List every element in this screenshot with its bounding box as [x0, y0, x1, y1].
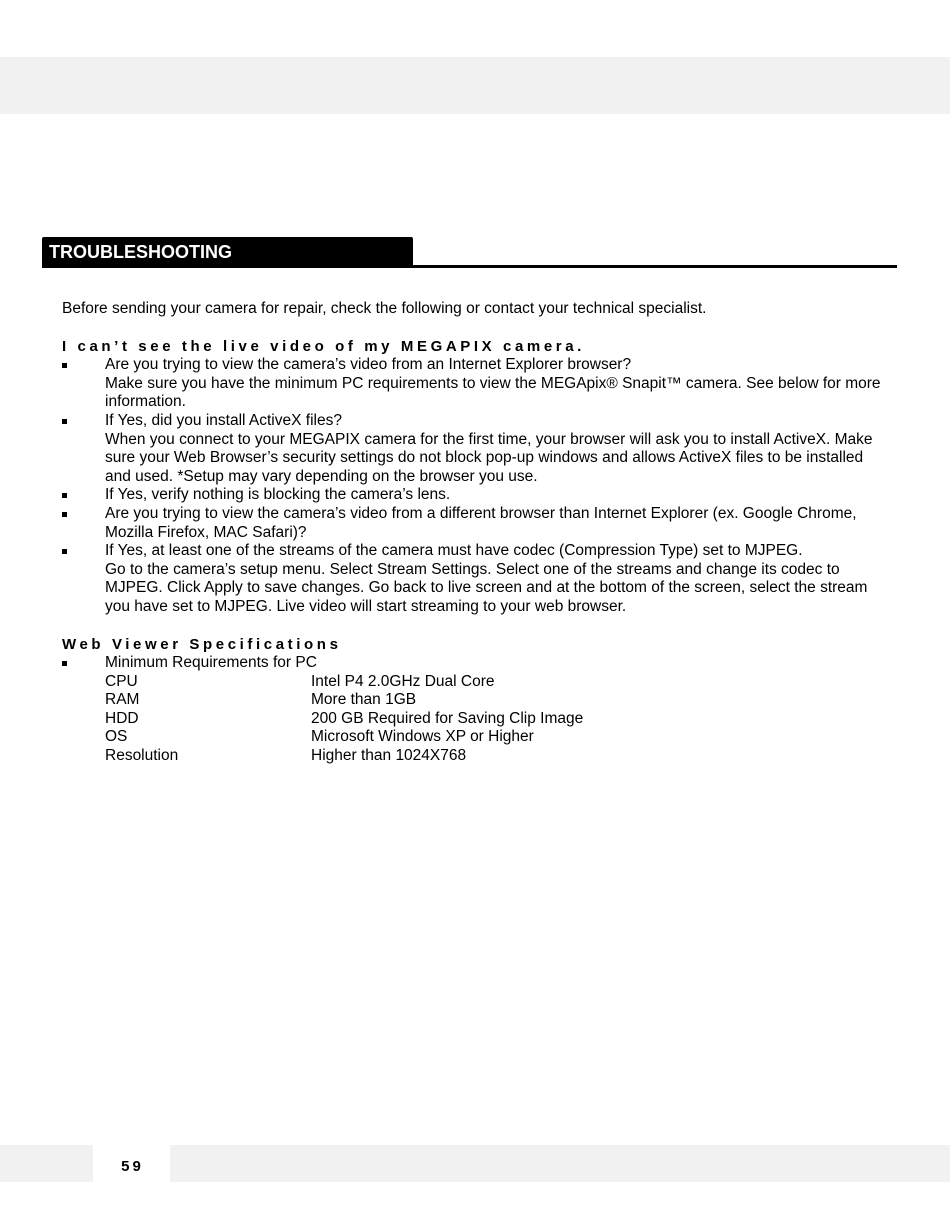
web-viewer-heading: Web Viewer Specifications [62, 635, 342, 653]
spec-value: Higher than 1024X768 [311, 747, 467, 765]
item-question: If Yes, at least one of the streams of the camera must have codec (Compression Type) set to MJPEG. [105, 542, 803, 560]
bullet-icon [62, 493, 67, 498]
bullet-icon [62, 661, 67, 666]
section-divider [42, 265, 897, 268]
item-question: If Yes, did you install ActiveX files? [105, 411, 342, 429]
spec-row-os [105, 728, 882, 747]
web-viewer-list [62, 654, 882, 766]
item-question: If Yes, verify nothing is blocking the camera’s lens. [105, 486, 451, 504]
list-item [62, 412, 882, 486]
page-content [62, 300, 882, 766]
bullet-icon [62, 549, 67, 554]
bullet-icon [62, 512, 67, 517]
page-number: 59 [93, 1145, 170, 1182]
list-item [62, 356, 882, 412]
spec-row-ram [105, 691, 882, 710]
item-answer: Make sure you have the minimum PC requirements to view the MEGApix® Snapit™ camera. See below for more information. [105, 374, 881, 411]
live-video-list [62, 356, 882, 616]
header-band [0, 57, 950, 114]
spacer [62, 617, 882, 636]
spec-label: Resolution [105, 747, 179, 765]
bullet-icon [62, 419, 67, 424]
bullet-icon [62, 363, 67, 368]
spec-value: Intel P4 2.0GHz Dual Core [311, 672, 495, 690]
spec-label: CPU [105, 672, 138, 690]
item-answer: Go to the camera’s setup menu. Select Stream Settings. Select one of the streams and change its codec to MJPEG. Click Apply to save changes. Go back to live screen and at the bottom of the screen, select the stream you have set to MJPEG. Live video will start streaming to your web browser. [105, 560, 868, 615]
spec-label: HDD [105, 709, 139, 727]
spec-row-resolution [105, 747, 882, 766]
list-item [62, 654, 882, 766]
live-video-heading: I can’t see the live video of my MEGAPIX camera. [62, 337, 585, 355]
item-answer: When you connect to your MEGAPIX camera for the first time, your browser will ask you to install ActiveX. Make sure your Web Browser’s security settings do not block pop-up windows and allows ActiveX files to be installed and used. *Setup may vary depending on the browser you use. [105, 430, 873, 485]
spec-label: RAM [105, 691, 140, 709]
item-question: Are you trying to view the camera’s video from an Internet Explorer browser? [105, 356, 632, 374]
section-title: TROUBLESHOOTING [42, 237, 413, 268]
spec-row-cpu [105, 673, 882, 692]
spec-value: Microsoft Windows XP or Higher [311, 728, 534, 746]
spec-row-hdd [105, 710, 882, 729]
intro-text: Before sending your camera for repair, check the following or contact your technical specialist. [62, 300, 707, 317]
list-item [62, 486, 882, 505]
spec-value: More than 1GB [311, 691, 417, 709]
spec-value: 200 GB Required for Saving Clip Image [311, 709, 584, 727]
item-question: Are you trying to view the camera’s video from a different browser than Internet Explorer (ex. Google Chrome, Mozilla Firefox, MAC Safari)? [105, 504, 857, 541]
requirements-label: Minimum Requirements for PC [105, 654, 317, 672]
list-item [62, 505, 882, 542]
section-header [42, 237, 897, 269]
spec-label: OS [105, 728, 128, 746]
list-item [62, 542, 882, 616]
